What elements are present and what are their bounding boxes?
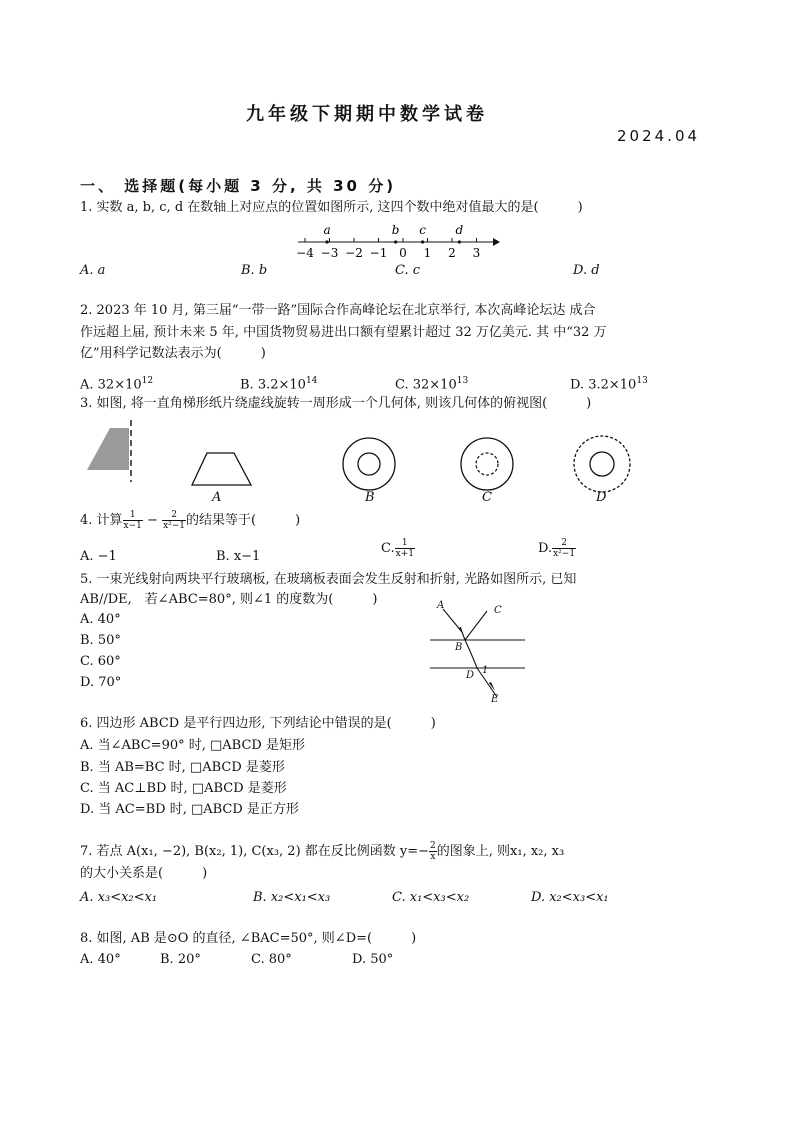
q4-option-a: A. −1 bbox=[80, 549, 117, 564]
outer-circle bbox=[461, 438, 513, 490]
q7-option-a: A. x₃<x₂<x₁ bbox=[80, 890, 158, 905]
q6-option-b: B. 当 AB=BC 时, □ABCD 是菱形 bbox=[80, 760, 285, 775]
axis-tick-label: 3 bbox=[472, 246, 481, 260]
point-dot bbox=[421, 240, 424, 243]
q7-line2: 的大小关系是( ) bbox=[80, 866, 208, 881]
trapezoid-shape bbox=[192, 453, 251, 485]
q5-option-b: B. 50° bbox=[80, 633, 121, 648]
light-ray-ab bbox=[443, 609, 465, 640]
axis-tick-label: −3 bbox=[320, 246, 339, 260]
q5-option-c: C. 60° bbox=[80, 654, 121, 669]
q5-fig-label-c: C bbox=[494, 605, 502, 616]
q3-option-d-figure bbox=[570, 434, 634, 494]
q1-stem: 1. 实数 a, b, c, d 在数轴上对应点的位置如图所示, 这四个数中绝对值最大的是( ) bbox=[80, 200, 583, 215]
q7-option-d: D. x₂<x₃<x₁ bbox=[531, 890, 609, 905]
q8-option-b: B. 20° bbox=[160, 952, 201, 967]
axis-arrow-icon bbox=[493, 238, 500, 246]
point-label: b bbox=[391, 223, 400, 237]
q1-option-a: A. a bbox=[80, 263, 106, 278]
q5-line1: 5. 一束光线射向两块平行玻璃板, 在玻璃板表面会发生反射和折射, 光路如图所示, 已知 bbox=[80, 572, 577, 587]
point-label: a bbox=[323, 223, 331, 237]
q3-option-a-figure bbox=[190, 450, 260, 490]
q5-option-a: A. 40° bbox=[80, 612, 121, 627]
q2-option-b: B. $3.2\times 10^{14}$ bbox=[240, 376, 318, 393]
axis-tick-label: −1 bbox=[369, 246, 388, 260]
inner-dashed-circle bbox=[476, 453, 498, 475]
q4-option-b: B. x−1 bbox=[216, 549, 261, 564]
q3-label-d: D bbox=[596, 490, 607, 505]
q7-option-b: B. x₂<x₁<x₃ bbox=[253, 890, 331, 905]
q6-option-a: A. 当∠ABC=90° 时, □ABCD 是矩形 bbox=[80, 738, 305, 753]
q8-option-a: A. 40° bbox=[80, 952, 121, 967]
q6-stem: 6. 四边形 ABCD 是平行四边形, 下列结论中错误的是( ) bbox=[80, 716, 436, 731]
outer-dashed-circle bbox=[574, 436, 630, 492]
q2-option-a: A. $32\times 10^{12}$ bbox=[80, 376, 154, 393]
q3-stem: 3. 如图, 将一直角梯形纸片绕虚线旋转一周形成一个几何体, 则该几何体的俯视图( ) bbox=[80, 396, 592, 411]
axis-tick-label: 1 bbox=[423, 246, 432, 260]
exam-date: 2024.04 bbox=[617, 127, 701, 145]
q4-option-d: D. $\frac{2}{\text{x²−1}}$ bbox=[538, 538, 576, 559]
q5-fig-label-d: D bbox=[466, 670, 475, 681]
q5-option-d: D. 70° bbox=[80, 675, 122, 690]
q8-option-d: D. 50° bbox=[352, 952, 394, 967]
q3-label-a: A bbox=[212, 490, 222, 505]
q1-option-c: C. c bbox=[395, 263, 421, 278]
q5-fig-label-b: B bbox=[455, 642, 463, 653]
q1-option-b: B. b bbox=[241, 263, 268, 278]
q6-option-c: C. 当 AC⊥BD 时, □ABCD 是菱形 bbox=[80, 781, 287, 796]
q5-line2: AB//DE, 若∠ABC=80°, 则∠1 的度数为( ) bbox=[80, 592, 378, 607]
q8-option-c: C. 80° bbox=[251, 952, 292, 967]
q5-fig-label-1: 1 bbox=[482, 665, 489, 676]
q7-line1: 7. 若点 A(x₁, −2), B(x₂, 1), C(x₃, 2) 都在反比例函数 y=− $\frac{2}{x}$ 的图象上, 则x₁, x₂, x₃ bbox=[80, 841, 565, 862]
axis-tick-label: −2 bbox=[345, 246, 363, 260]
point-dot bbox=[325, 240, 328, 243]
q5-fig-label-a: A bbox=[437, 600, 445, 611]
q3-option-c-figure bbox=[457, 434, 517, 494]
q8-stem: 8. 如图, AB 是⊙O 的直径, ∠BAC=50°, 则∠D=( ) bbox=[80, 931, 417, 946]
q3-label-b: B bbox=[365, 490, 375, 505]
q7-option-c: C. x₁<x₃<x₂ bbox=[392, 890, 470, 905]
q3-option-b-figure bbox=[339, 434, 399, 494]
point-dot bbox=[394, 240, 397, 243]
q1-option-d: D. d bbox=[573, 263, 600, 278]
point-dot bbox=[458, 240, 461, 243]
q2-line3: 亿”用科学记数法表示为( ) bbox=[80, 346, 266, 361]
point-label: c bbox=[419, 223, 426, 237]
axis-tick-label: 2 bbox=[448, 246, 456, 260]
section-heading-choice: 一、 选择题(每小题 3 分, 共 30 分) bbox=[80, 177, 397, 195]
q2-line1: 2. 2023 年 10 月, 第三届“一带一路”国际合作高峰论坛在北京举行, 本次高峰论坛达 成合 bbox=[80, 303, 596, 318]
inner-circle bbox=[590, 452, 614, 476]
q2-option-d: D. $3.2\times 10^{13}$ bbox=[570, 376, 648, 393]
q2-option-c: C. $32\times 10^{13}$ bbox=[395, 376, 469, 393]
q2-line2: 作远超上届, 预计未来 5 年, 中国货物贸易进出口额有望累计超过 32 万亿美元. 其 中“32 万 bbox=[80, 325, 607, 340]
q3-label-c: C bbox=[482, 490, 492, 505]
point-label: d bbox=[455, 223, 464, 237]
q3-trapezoid-figure bbox=[85, 420, 145, 490]
ray-arrow-icon bbox=[458, 627, 463, 634]
reflected-ray-bc bbox=[465, 611, 487, 640]
number-line-figure bbox=[295, 222, 505, 262]
shaded-trapezoid bbox=[87, 428, 129, 470]
axis-tick-label: 0 bbox=[399, 246, 407, 260]
q5-light-path-figure bbox=[425, 603, 535, 708]
q6-option-d: D. 当 AC=BD 时, □ABCD 是正方形 bbox=[80, 802, 299, 817]
outer-circle bbox=[343, 438, 395, 490]
q4-stem: 4. 计算 $\frac{1}{x-1}$ − $\frac{2}{\text{x²−1}}$ 的结果等于( ) bbox=[80, 510, 301, 531]
inner-circle bbox=[358, 453, 380, 475]
q5-fig-label-e: E bbox=[491, 694, 499, 705]
page-title: 九年级下期期中数学试卷 bbox=[246, 104, 488, 125]
q4-option-c: C. $\frac{1}{x+1}$ bbox=[381, 538, 414, 559]
refracted-ray-bd bbox=[465, 640, 477, 668]
axis-tick-label: −4 bbox=[296, 246, 314, 260]
